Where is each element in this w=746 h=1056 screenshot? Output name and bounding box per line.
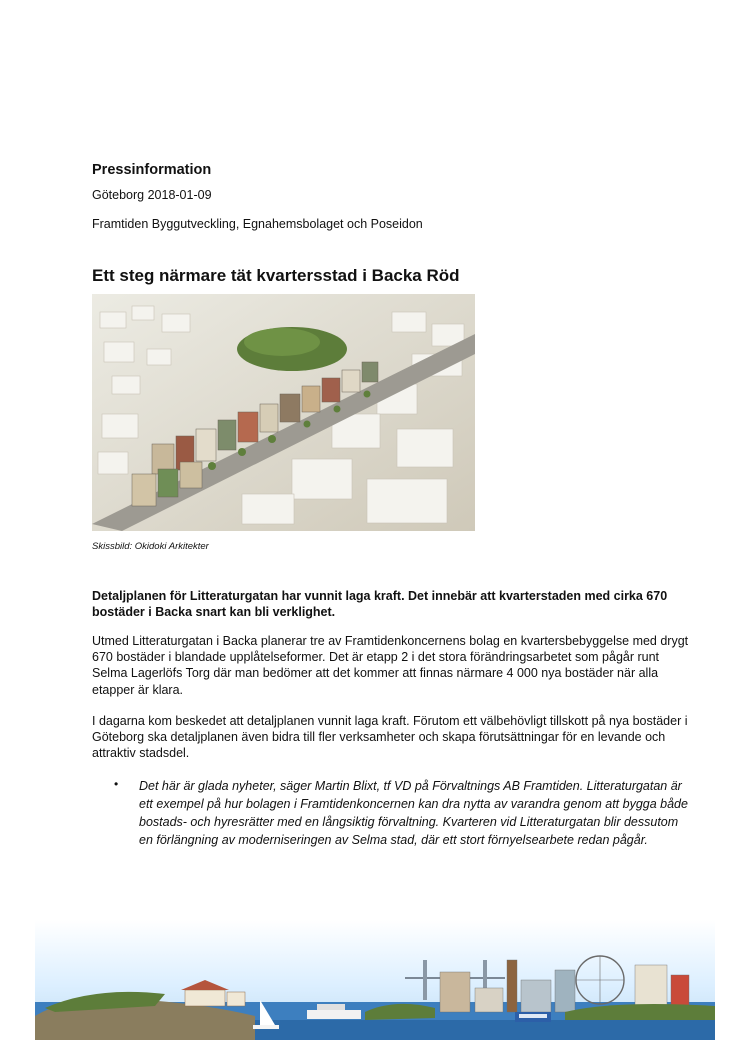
headline: Ett steg närmare tät kvartersstad i Backa Röd [92, 266, 460, 285]
dateline: Göteborg 2018-01-09 [92, 188, 212, 202]
bullet-icon: • [114, 777, 119, 791]
body-paragraph-2: I dagarna kom beskedet att detaljplanen vunnit laga kraft. Förutom ett välbehövligt tillskott på nya bostäder i Göteborg ska detaljplanen även bidra till fler verksamheter och skapa förutsättningar för en levande och attraktiv stadsdel. [92, 714, 688, 761]
body-paragraph-1: Utmed Litteraturgatan i Backa planerar tre av Framtidenkoncernens bolag en kvartersbebyggelse med drygt 670 bostäder i blandade upplåtelseformer. Det är etapp 2 i det stora förändringsarbetet som pågår runt Selma Lagerlöfs Torg där man bedömer att det kommer att finnas närmare 4 000 nya bostäder när alla etapper är klara. [92, 634, 689, 697]
architect-sketch-image [92, 294, 475, 531]
press-kicker: Pressinformation [92, 162, 212, 178]
gothenburg-skyline-banner [35, 920, 715, 1040]
organizations-line: Framtiden Byggutveckling, Egnahemsbolaget och Poseidon [92, 217, 423, 231]
image-caption: Skissbild: Okidoki Arkitekter [92, 541, 209, 552]
quote-text: Det här är glada nyheter, säger Martin Blixt, tf VD på Förvaltnings AB Framtiden. Litteraturgatan är ett exempel på hur bolagen i Framtidenkoncernen kan dra nytta av varandra genom att bygga både bostads- och hyresrätter med en långsiktig förvaltning. Kvarteren vid Litteraturgatan blir dessutom en förlängning av moderniseringen av Selma stad, där ett stort förnyelsearbete redan pågår. [139, 779, 688, 847]
lead-paragraph: Detaljplanen för Litteraturgatan har vunnit laga kraft. Det innebär att kvarterstaden med cirka 670 bostäder i Backa snart kan bli verklighet. [92, 589, 668, 620]
